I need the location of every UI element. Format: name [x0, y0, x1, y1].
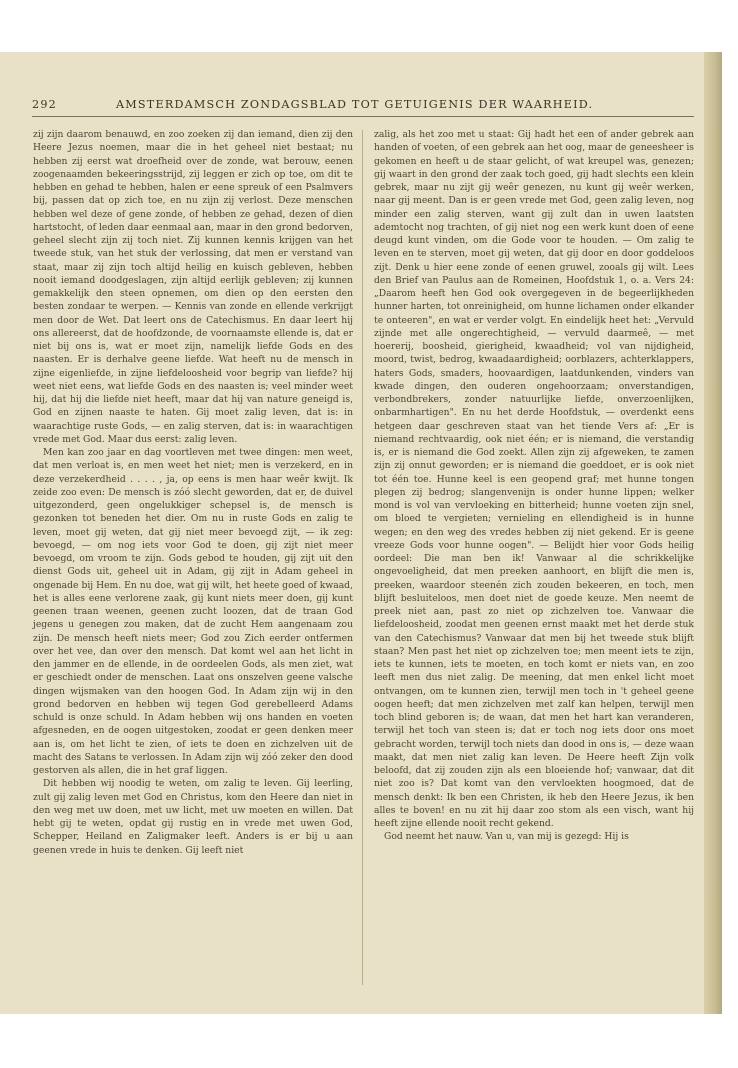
- paragraph: Men kan zoo jaar en dag voortleven met twee dingen: men weet, dat men verloat is, en men weet het niet; men is verzekerd, en in deze verzekerdheid . . . . , ja, op eens is men haar weêr kwijt. Ik zeide zoo even: De mensch is zóó slecht geworden, dat er, de duivel uitgezonderd, geen ongelukkiger schepsel is, de mensch is gezonken tot beneden het dier. Om nu in ruste Gods en zalig te leven, moet gij weten, dat gij niet meer bevoegd zijt, — ik zeg: bevoegd, — om nog iets voor God te doen, gij zijt niet meer bevoegd, om vroom te zijn. Gods gebod te houden, gij zijt uit den dienst Gods uit, geheel uit in Adam, gij zijt in Adam geheel in ongenade bij Hem. En nu doe, wat gij wilt, het heete goed of kwaad, het is alles eene verlorene zaak, gij kunt niets meer doen, gij kunt geenen traan weenen, geenen zucht loozen, dat de traan God jegens u genegen zou maken, dat de zucht Hem aangenaam zou zijn. De mensch heeft niets meer; God zou Zich eerder ontfermen over het vee, dan over den mensch. Dat komt wel aan het licht in den jammer en de ellende, in de oordeelen Gods, als men ziet, wat er geschiedt onder de menschen. Laat ons onszelven geene valsche dingen wijsmaken van den hoogen God. In Adam zijn wij in den grond bedorven en hebben wij tegen God gerebelleerd Adams schuld is onze schuld. In Adam hebben wij ons handen en voeten afgesneden, en de oogen uitgestoken, zoodat er geen denken meer aan is, om het licht te zien, of iets te doen en zichzelven uit de macht des Satans te verlossen. In Adam zijn wij zóó zeker den dood gestorven als allen, die in het graf liggen.: [33, 447, 353, 776]
- left-column: [33, 128, 353, 857]
- paragraph: Dit hebben wij noodig te weten, om zalig te leven. Gij leerling, zult gij zalig leven met God en Christus, kom den Heere dan niet in den weg met uw doen, met uw licht, met uw moeten en willen. Dat hebt gij te weten, opdat gij rustig en in vrede met uwen God, Schepper, Heiland en Zaligmaker leeft. Anders is er bij u aan geenen vrede in huis te denken. Gij leeft niet: [33, 778, 353, 856]
- book-page: [0, 52, 722, 1014]
- header-rule: [32, 116, 694, 117]
- paragraph: zalig, als het zoo met u staat: Gij hadt het een of ander gebrek aan handen of voeten, of een gebrek aan het oog, maar de geneesheer is gekomen en heeft u de staar gelicht, of wat kreupel was, genezen; gij waart in den grond der zaak toch goed, gij hadt slechts een klein gebrek, maar nu zijt gij weêr genezen, nu kunt gij weêr werken, naar gij meent. Dan is er geen vrede met God, geen zalig leven, nog minder een zalig sterven, want gij zult dan in uwen laatsten ademtocht nog trachten, of gij niet nog een werk kunt doen of eene deugd kunt vinden, om die Gode voor te houden. — Om zalig te leven en te sterven, moet gij weten, dat gij door en door goddeloos zijt. Denk u hier eene zonde of eenen gruwel, zooals gij wilt. Lees den Brief van Paulus aan de Romeinen, Hoofdstuk 1, o. a. Vers 24: „Daarom heeft hen God ook overgegeven in de begeerlijkheden hunner harten, tot onreinigheid, om hunne lichamen onder elkander te onteeren", en wat er verder volgt. En eindelijk heet het: „Vervuld zijnde met alle ongerechtigheid, — vervuld daarmeê, — met hoererij, boosheid, gierigheid, kwaadheid; vol van nijdigheid, moord, twist, bedrog, kwaadaardigheid; oorblazers, achterklappers, haters Gods, smaders, hoovaardigen, laatdunkenden, vinders van kwade dingen, den ouderen ongehoorzaam; onverstandigen, verbondbrekers, zonder natuurlijke liefde, onverzoenlijken, onbarmhartigen". En nu het derde Hoofdstuk, — overdenkt eens hetgeen daar geschreven staat van het tiende Vers af: „Er is niemand rechtvaardig, ook niet één; er is niemand, die verstandig is, er is niemand die God zoekt. Allen zijn zij afgeweken, te zamen zijn zij onnut geworden; er is niemand die goeddoet, er is ook niet tot één toe. Hunne keel is een geopend graf; met hunne tongen plegen zij bedrog; slangenvenijn is onder hunne lippen; welker mond is vol van vervloeking en bitterheid; hunne voeten zijn snel, om bloed te vergieten; vernieling en ellendigheid is in hunne wegen; en den weg des vredes hebben zij niet gekend. Er is geene vreeze Gods voor hunne oogen". — Belijdt hier voor Gods heilig oordeel: Die man ben ik! Vanwaar al die schrikkelijke ongevoeligheid, dat men preeken aanhoort, en blijft die men is, preeken, waardoor steenén zich zouden bekeeren, en toch, men blijft besluiteloos, men doet niet de goede keuze. Men neemt de preek niet aan, past zo niet op zichzelven toe. Vanwaar die liefdeloosheid, zoodat men geenen ernst maakt met het derde stuk van den Catechismus? Vanwaar dat men bij het tweede stuk blijft staan? Men past het niet op zichzelven toe; men meent iets te zijn, iets te kunnen, iets te moeten, en toch komt er niets van, en zoo leeft men dus niet zalig. De meening, dat men enkel licht moet ontvangen, om te kunnen zien, terwijl men toch in 't geheel geene oogen heeft; dat men zichzelven met zalf kan helpen, terwijl men toch blind geboren is; de waan, dat men het hart kan veranderen, terwijl het toch van steen is; dat er toch nog iets door ons moet gebracht worden, terwijl toch niets dan dood in ons is, — deze waan maakt, dat men niet zalig kan leven. De Heere heeft Zijn volk beloofd, dat zij zouden zijn als een bloeiende hof; vanwaar, dat dit niet zoo is? Dat komt van den vervloekten hoogmoed, dat de mensch denkt: Ik ben een Christen, ik heb den Heere Jezus, ik ben alles te boven! en nu zit hij daar zoo stom als een visch, want hij heeft zijne ellende nooit recht gekend.: [374, 129, 694, 829]
- running-title: AMSTERDAMSCH ZONDAGSBLAD TOT GETUIGENIS DER WAARHEID.: [116, 98, 594, 111]
- page-number: 292: [32, 98, 57, 111]
- book-binding-edge: [704, 52, 722, 1014]
- right-column: [374, 128, 694, 844]
- paragraph: zij zijn daarom benauwd, en zoo zoeken zij dan iemand, dien zij den Heere Jezus noemen, maar die in het geheel niet bestaat; nu hebben zij eerst wat droefheid over de zonde, wat berouw, eenen zoogenaamden bekeeringsstrijd, zij leggen er zich op toe, om dit te hebben en gehad te hebben, halen er eene spreuk of een Psalmvers bij, passen dat op zich toe, en nu zijn zij verlost. Deze menschen hebben wel deze of gene zonde, of hebben ze gehad, dezen of dien hartstocht, of leden daar eenmaal aan, maar in den grond bedorven, geheel slecht zijn zij toch niet. Zij kunnen kennis krijgen van het tweede stuk, van het stuk der verlossing, dat men er verstand van staat, maar zij zijn toch altijd heilig en kuisch gebleven, hebben nooit iemand doodgeslagen, zijn altijd eerlijk gebleven; zij kunnen gemakkelijk den steen opnemen, om dien op den eersten den besten zondaar te werpen. — Kennis van zonde en ellende verkrijgt men door de Wet. Dat leert ons de Catechismus. En daar leert hij ons allereerst, dat de hoofdzonde, de voornaamste ellende is, dat er niet bij ons is, wat er moet zijn, namelijk liefde Gods en des naasten. Er is derhalve geene liefde. Wat heeft nu de mensch in zijne eigenliefde, in zijne liefdeloosheid voor begrip van liefde? hij weet niet eens, wat liefde Gods en des naasten is; veel minder weet hij, dat hij die liefde niet heeft, maar dat hij van nature geneigd is, God en zijnen naaste te haten. Gij moet zalig leven, dat is: in waarachtige ruste Gods, — en zalig sterven, dat is: in waarachtigen vrede met God. Maar dus eerst: zalig leven.: [33, 129, 353, 445]
- paragraph: God neemt het nauw. Van u, van mij is gezegd: Hij is: [384, 831, 629, 843]
- column-divider: [362, 130, 363, 985]
